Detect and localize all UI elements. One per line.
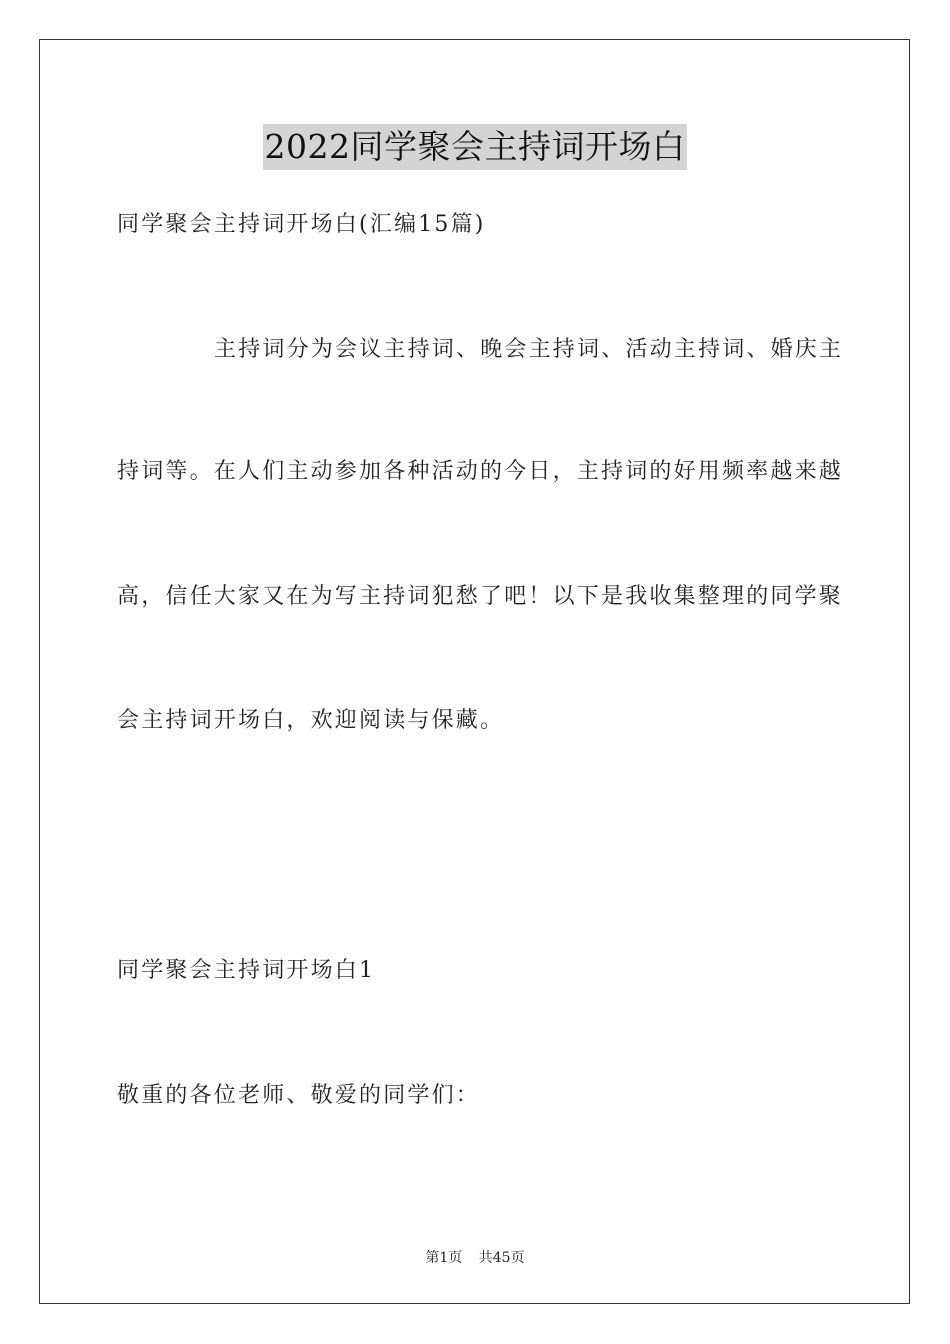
intro-line-2: 持词等。在人们主动参加各种活动的今日，主持词的好用频率越来越 [117, 459, 844, 484]
document-subtitle: 同学聚会主持词开场白(汇编15篇) [117, 212, 486, 237]
intro-line-4: 会主持词开场白，欢迎阅读与保藏。 [117, 708, 505, 733]
title-container [0, 124, 950, 170]
page-total: 共45页 [478, 1250, 525, 1266]
intro-line-1: 主持词分为会议主持词、晚会主持词、活动主持词、婚庆主 [214, 337, 844, 362]
intro-line-3: 高，信任大家又在为写主持词犯愁了吧！以下是我收集整理的同学聚 [117, 584, 844, 609]
document-title: 2022同学聚会主持词开场白 [263, 124, 688, 170]
page-number: 第1页 [425, 1250, 463, 1266]
page-footer [0, 1248, 950, 1268]
section-heading: 同学聚会主持词开场白1 [117, 958, 376, 983]
greeting-line: 敬重的各位老师、敬爱的同学们： [117, 1083, 481, 1108]
